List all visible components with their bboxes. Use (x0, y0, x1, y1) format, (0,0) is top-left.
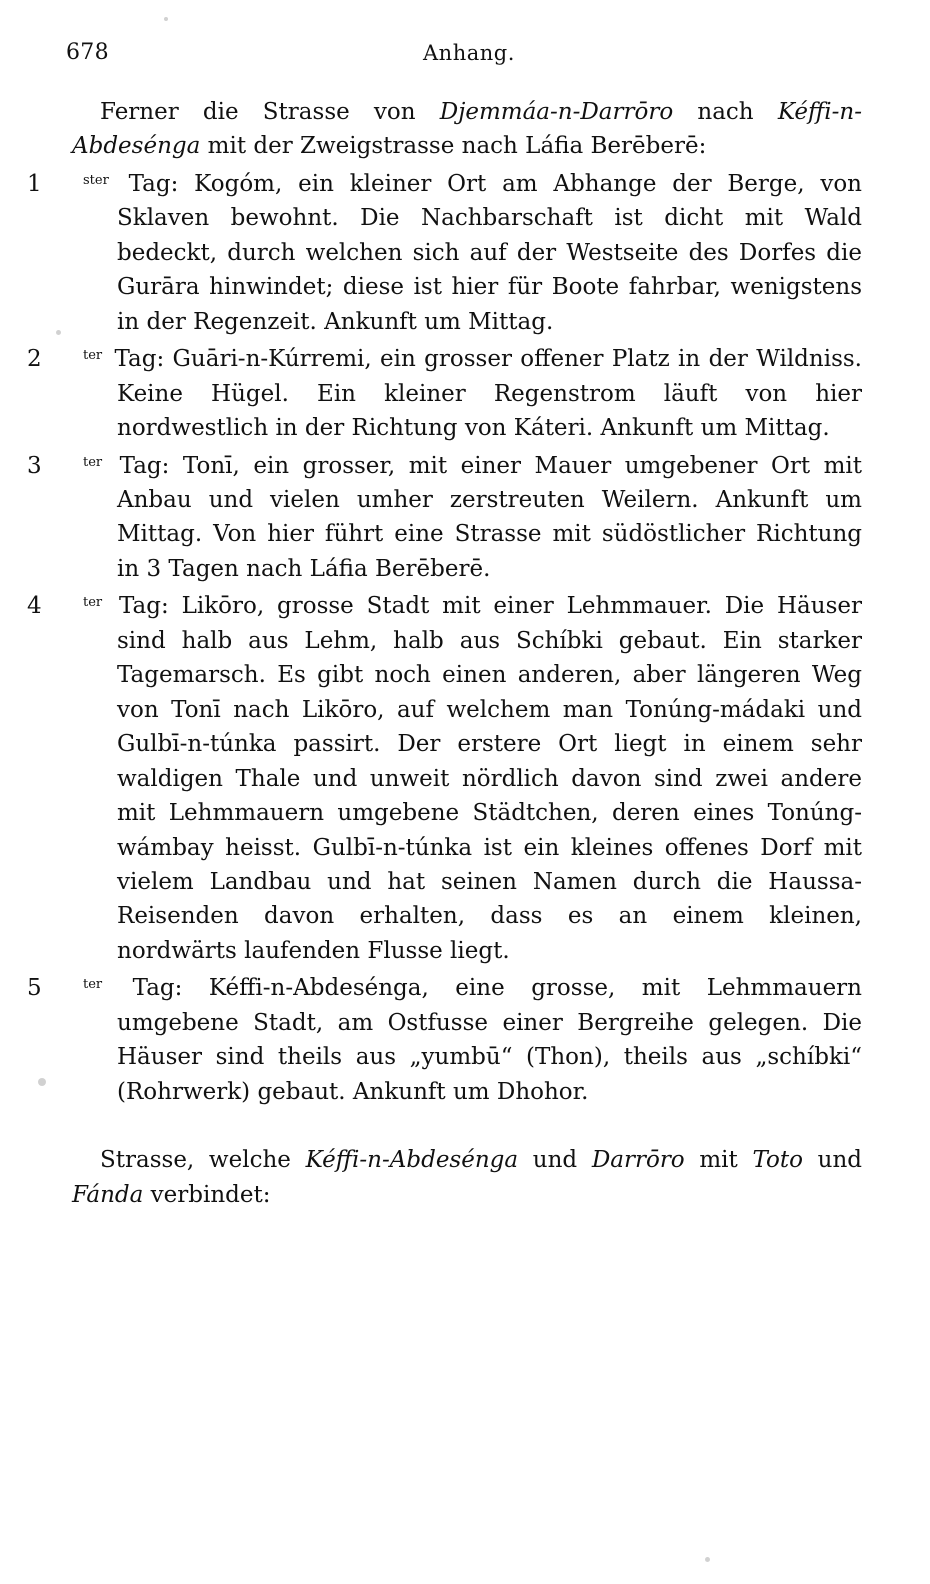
day-label (27, 346, 165, 373)
intro-text: Ferner die Strasse von (100, 99, 440, 125)
day-ordinal-suffix: ter (83, 977, 103, 993)
day-label-word: Tag: (106, 452, 170, 479)
closing-text: und (802, 1147, 862, 1174)
place-name: Darrōro (591, 1147, 685, 1174)
closing-text: verbindet: (143, 1181, 271, 1208)
day-ordinal-suffix: ter (83, 348, 103, 364)
paper-speck (56, 330, 61, 335)
day-description: Kéffi-n-Abdesénga, eine grosse, mit Lehmmauern umgebene Stadt, am Ostfusse einer Bergreihe gelegen. Die Häuser sind theils aus „yumbū“ (Thon), theils aus „schíbki“ (Rohrwerk) gebaut. Ankunft um Dhohor. (117, 975, 862, 1105)
route-introduction (72, 95, 862, 164)
itinerary-day-5 (27, 968, 862, 1109)
itinerary-day-2 (27, 339, 862, 445)
itinerary-day-3 (27, 446, 862, 587)
day-label (27, 170, 179, 197)
day-label (27, 452, 170, 479)
day-label-word: Tag: (106, 975, 183, 1002)
day-label-word: Tag: (106, 346, 165, 373)
closing-text: und (518, 1147, 592, 1174)
day-ordinal-suffix: ter (83, 454, 103, 470)
day-number: 5 (27, 975, 42, 1002)
day-number: 4 (27, 593, 42, 620)
main-text (27, 95, 862, 1212)
route-start-name: Djemmáa-n-Darrōro (439, 99, 674, 125)
day-label-word: Tag: (106, 593, 169, 620)
route-end-name: Kéffi-n-Abdesénga (72, 99, 862, 160)
running-title: Anhang. (423, 41, 515, 65)
day-number: 1 (27, 170, 42, 197)
itinerary-day-1 (27, 164, 862, 339)
day-description: Kogóm, ein kleiner Ort am Abhange der Berge, von Sklaven bewohnt. Die Nachbarschaft ist dicht mit Wald bedeckt, durch welchen sich auf der Westseite des Dorfes die Gurāra hinwindet; diese ist hier für Boote fahrbar, wenigstens in der Regenzeit. Ankunft um Mittag. (117, 170, 862, 335)
itinerary-day-4 (27, 586, 862, 968)
page-number: 678 (66, 40, 109, 65)
paper-speck (705, 1557, 710, 1562)
day-ordinal-suffix: ter (83, 595, 103, 611)
day-label (27, 975, 183, 1002)
place-name: Toto (752, 1147, 803, 1174)
day-description: Guāri-n-Kúrremi, ein grosser offener Platz in der Wildniss. Keine Hügel. Ein kleiner Regenstrom läuft von hier nordwestlich in der Richtung von Káteri. Ankunft um Mittag. (117, 346, 862, 442)
place-name: Kéffi-n-Abdesénga (305, 1147, 519, 1174)
closing-text: Strasse, welche (100, 1147, 306, 1174)
day-ordinal-suffix: ster (83, 172, 109, 188)
day-description: Likōro, grosse Stadt mit einer Lehmmauer. Die Häuser sind halb aus Lehm, halb aus Schíbki gebaut. Ein starker Tagemarsch. Es gibt noch einen anderen, aber längeren Weg von Tonī nach Likōro, auf welchem man Tonúng-mádaki und Gulbī-n-túnka passirt. Der erstere Ort liegt in einem sehr waldigen Thale und unweit nördlich davon sind zwei andere mit Lehmmauern umgebene Städtchen, deren eines Tonúng-wámbay heisst. Gulbī-n-túnka ist ein kleines offenes Dorf mit vielem Landbau und hat seinen Namen durch die Haussa-Reisenden davon erhalten, dass es an einem kleinen, nordwärts laufenden Flusse liegt. (117, 593, 862, 964)
intro-text: nach (673, 99, 778, 125)
day-description: Tonī, ein grosser, mit einer Mauer umgebener Ort mit Anbau und vielen umher zerstreuten Weilern. Ankunft um Mittag. Von hier führt eine Strasse mit südöstlicher Richtung in 3 Tagen nach Láfia Berēberē. (117, 452, 862, 582)
page-header (58, 36, 858, 70)
paper-speck (164, 17, 168, 21)
intro-text: mit der Zweigstrasse nach Láfia Berēberē: (200, 133, 707, 160)
day-number: 3 (27, 452, 42, 479)
paper-speck (38, 1078, 46, 1086)
place-name: Fánda (72, 1181, 144, 1208)
day-label (27, 593, 169, 620)
route-heading (72, 1143, 862, 1212)
paragraph-gap (72, 1109, 862, 1143)
closing-text: mit (684, 1147, 753, 1174)
day-label-word: Tag: (112, 170, 179, 197)
day-number: 2 (27, 346, 42, 373)
